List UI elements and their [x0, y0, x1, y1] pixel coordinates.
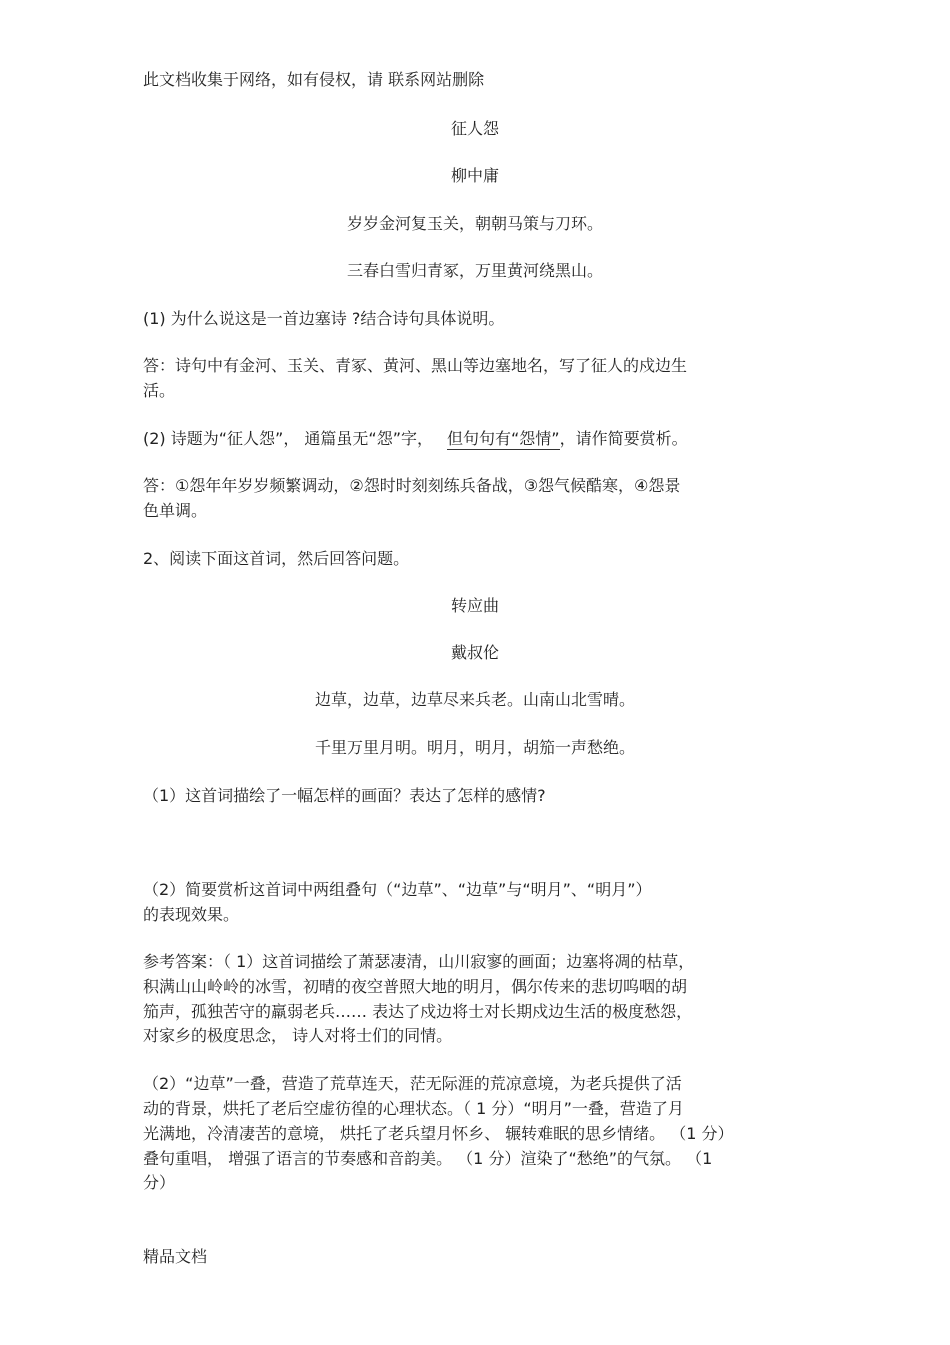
poem1-line: 岁岁金河复玉关，朝朝马策与刀环。	[346, 214, 603, 233]
reference-answer-2-line: 动的背景，烘托了老后空虚彷徨的心理状态。（ 1 分）“明月”一叠，营造了月	[143, 1099, 684, 1118]
question-2	[143, 428, 688, 450]
reference-answer-2-line: 分）	[143, 1173, 176, 1192]
poem1-author: 柳中庸	[450, 166, 499, 185]
poem1-line: 三春白雪归青冢，万里黄河绕黑山。	[346, 261, 603, 280]
poem1-title: 征人怨	[450, 119, 499, 138]
poem2-title: 转应曲	[450, 596, 499, 615]
answer-1-line: 答：诗句中有金河、玉关、青冢、黄河、黑山等边塞地名，写了征人的戍边生	[143, 356, 688, 375]
question-2-part: (2) 诗题为“征人怨”， 通篇虽无“怨”字，	[143, 429, 433, 448]
question-2-underlined: 但句句有“怨情”	[447, 429, 560, 448]
reference-answer-2-line: 光满地，冷清凄苦的意境， 烘托了老兵望月怀乡、 辗转难眠的思乡情绪。 （1 分）	[143, 1124, 734, 1143]
reference-answer-2-line: （2）“边草”一叠，营造了荒草连天，茫无际涯的荒凉意境，为老兵提供了活	[143, 1074, 682, 1093]
poem2-line: 边草，边草，边草尽来兵老。山南山北雪晴。	[314, 690, 635, 709]
question-4-line: 的表现效果。	[143, 905, 240, 924]
footer-label: 精品文档	[143, 1247, 208, 1266]
reference-answer-2-line: 叠句重唱， 增强了语言的节奏感和音韵美。 （1 分）渲染了“愁绝”的气氛。 （1	[143, 1149, 713, 1168]
header-watermark: 此文档收集于网络，如有侵权，请 联系网站删除	[143, 70, 485, 89]
reference-answer-line: 对家乡的极度思念， 诗人对将士们的同情。	[143, 1026, 453, 1045]
answer-2-line: 色单调。	[143, 501, 208, 520]
question-4-line: （2）简要赏析这首词中两组叠句（“边草”、“边草”与“明月”、“明月”）	[143, 880, 652, 899]
section-2-intro: 2、阅读下面这首词，然后回答问题。	[143, 549, 410, 568]
question-2-part: ，请作简要赏析。	[559, 429, 688, 448]
question-1: (1) 为什么说这是一首边塞诗 ?结合诗句具体说明。	[143, 309, 505, 328]
poem2-author: 戴叔伦	[450, 643, 499, 662]
question-3: （1）这首词描绘了一幅怎样的画面？表达了怎样的感情?	[143, 786, 546, 805]
reference-answer-line: 参考答案：（ 1）这首词描绘了萧瑟凄清，山川寂寥的画面；边塞将凋的枯草，	[143, 952, 695, 971]
answer-1-line: 活。	[143, 381, 176, 400]
answer-2-line: 答：①怨年年岁岁频繁调动，②怨时时刻刻练兵备战，③怨气候酷寒，④怨景	[143, 476, 681, 495]
reference-answer-line: 笳声，孤独苦守的羸弱老兵…… 表达了戍边将士对长期戍边生活的极度愁怨，	[143, 1002, 693, 1021]
poem2-line: 千里万里月明。明月，明月，胡笳一声愁绝。	[314, 738, 635, 757]
reference-answer-line: 积满山山岭岭的冰雪，初晴的夜空普照大地的明月，偶尔传来的悲切呜咽的胡	[143, 977, 688, 996]
